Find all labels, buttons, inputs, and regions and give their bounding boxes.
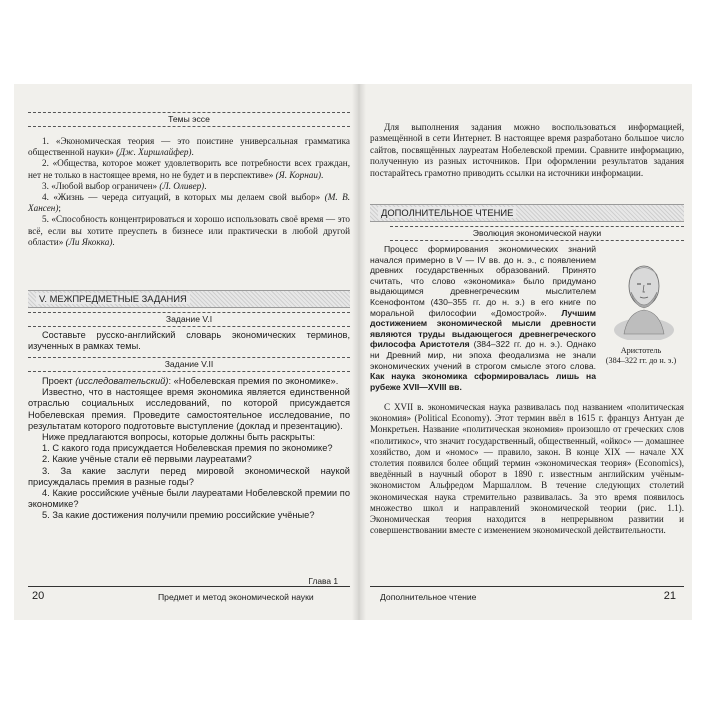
- right-page: [370, 84, 684, 620]
- caption-years: (384–322 гг. до н. э.): [605, 356, 677, 365]
- question-item: 5. За какие достижения получили премию российские учёные?: [42, 510, 315, 521]
- left-page: [28, 84, 350, 620]
- evolution-heading: Эволюция экономической науки: [390, 226, 684, 241]
- running-title-right: Дополнительное чтение: [380, 592, 477, 602]
- evolution-paragraph: С XVII в. экономическая наука развивалась под названием «политическая экономия» (Political Economy). Этот термин ввёл в 1615 г. француз Антуан де Монкретьен. Название «политическая экономия» произошло от греческих слов «политикос», что значит государственный, общественный, «ойкос» — домашнее хозяйство, дом и «номос» — правило, закон. В конце XIX — начале XX столетия появился более общий термин «экономическая теория» (Economics), введённый в научный оборот в 1890 г. известным английским учёным-экономистом Альфредом Маршаллом. В течение следующих столетий экономическая наука стремительно развивалась. За это время появилось множество школ и направлений экономической теории (рис. 1.1). Экономическая теория находится в непрерывном развитии и совершенствовании вместе с изменением экономической действительности.: [370, 402, 684, 536]
- essay-item: 1. «Экономическая теория — это поистине универсальная грамматика общественной науки» (Дж. Хиршлайфер).: [28, 136, 350, 158]
- question-item: 3. За какие заслуги перед мировой экономической наукой присуждалась премия в разные годы?: [28, 465, 350, 487]
- question-item: 4. Какие российские учёные были лауреатами Нобелевской премии по экономике?: [28, 488, 350, 510]
- task-2-paragraph: Известно, что в настоящее время экономика является единственной отраслью социальных исследований, по которой присуждается Нобелевская премия. Проведите самостоятельное исследование, по результатам которого подготовьте выступление (доклад и презентацию).: [28, 387, 350, 431]
- essay-item: 5. «Способность концентрироваться и хорошо использовать своё время — это всё, если вы хотите преуспеть в бизнесе или практически в любой другой области» (Ли Якокка).: [28, 214, 350, 247]
- task-2-paragraph: Ниже предлагаются вопросы, которые должны быть раскрыты:: [42, 432, 316, 443]
- aristotle-caption: [596, 346, 686, 366]
- task-1-text: Составьте русско-английский словарь экономических терминов, изученных в рамках темы.: [28, 330, 350, 352]
- book-spread: [14, 84, 692, 620]
- evolution-text-top: [370, 244, 596, 392]
- page-number-left: 20: [32, 590, 45, 602]
- section-heading: V. МЕЖПРЕДМЕТНЫЕ ЗАДАНИЯ: [36, 293, 190, 304]
- question-item: 1. С какого года присуждается Нобелевская премия по экономике?: [42, 443, 333, 454]
- task-1-body: [28, 330, 350, 353]
- book-gutter: [352, 84, 366, 620]
- extra-reading-heading: ДОПОЛНИТЕЛЬНОЕ ЧТЕНИЕ: [378, 207, 516, 218]
- evolution-paragraph: Процесс формирования экономических знаний начался примерно в V — IV вв. до н. э., с появлением древних государственных образований. Принято считать, что слово «экономика» было придумано выдающимся древнегреческим мыслителем Ксенофонтом (430–355 гг. до н. э.) в его книге по моральной философии «Домострой». Лучшим достижением экономической мысли древности являются труды выдающегося древнегреческого философа Аристотеля (384–322 гг. до н. э.). Однако ни Древний мир, ни эпоха феодализма не знали экономических учений в строгом смысле этого слова. Как наука экономика сформировалась лишь на рубеже XVII—XVIII вв.: [370, 244, 596, 392]
- aristotle-bust-illustration: [610, 256, 678, 340]
- right-page-footer: [370, 586, 684, 605]
- essay-item: 4. «Жизнь — череда ситуаций, в которых мы делаем свой выбор» (М. В. Хансен);: [28, 192, 350, 214]
- caption-name: Аристотель: [620, 346, 662, 355]
- project-line: Проект (исследовательский): «Нобелевская премия по экономике».: [42, 376, 339, 386]
- question-item: 2. Какие учёные стали её первыми лауреатами?: [42, 454, 252, 465]
- essay-topics-list: [28, 136, 350, 248]
- essay-item: 2. «Общества, которое может удовлетворить все потребности всех граждан, нет не только в настоящее время, но не будет и в перспективе» (Я. Корнаи).: [28, 158, 350, 180]
- task-1-heading: Задание V.I: [28, 312, 350, 327]
- page-number-right: 21: [663, 590, 676, 602]
- section-heading-bar: [28, 290, 350, 308]
- task-2-heading: Задание V.II: [28, 357, 350, 372]
- evolution-text-bottom: [370, 402, 684, 536]
- essay-item: 3. «Любой выбор ограничен» (Л. Оливер).: [42, 180, 207, 191]
- running-title-left: Предмет и метод экономической науки: [158, 592, 314, 602]
- chapter-label: Глава 1: [308, 576, 338, 586]
- left-page-footer: [28, 586, 350, 605]
- task-2-body: [28, 376, 350, 522]
- essay-topics-heading: Темы эссе: [28, 112, 350, 127]
- intro-paragraph: Для выполнения задания можно воспользоваться информацией, размещённой в сети Интернет. В настоящее время разработано большое число сайтов, посвящённых лауреатам Нобелевской премии. Сравните информацию, полученную из разных источников. При оформлении результатов задания постарайтесь грамотно приводить ссылки на источники информации.: [370, 122, 684, 178]
- extra-reading-bar: [370, 204, 684, 222]
- intro-block: [370, 122, 684, 179]
